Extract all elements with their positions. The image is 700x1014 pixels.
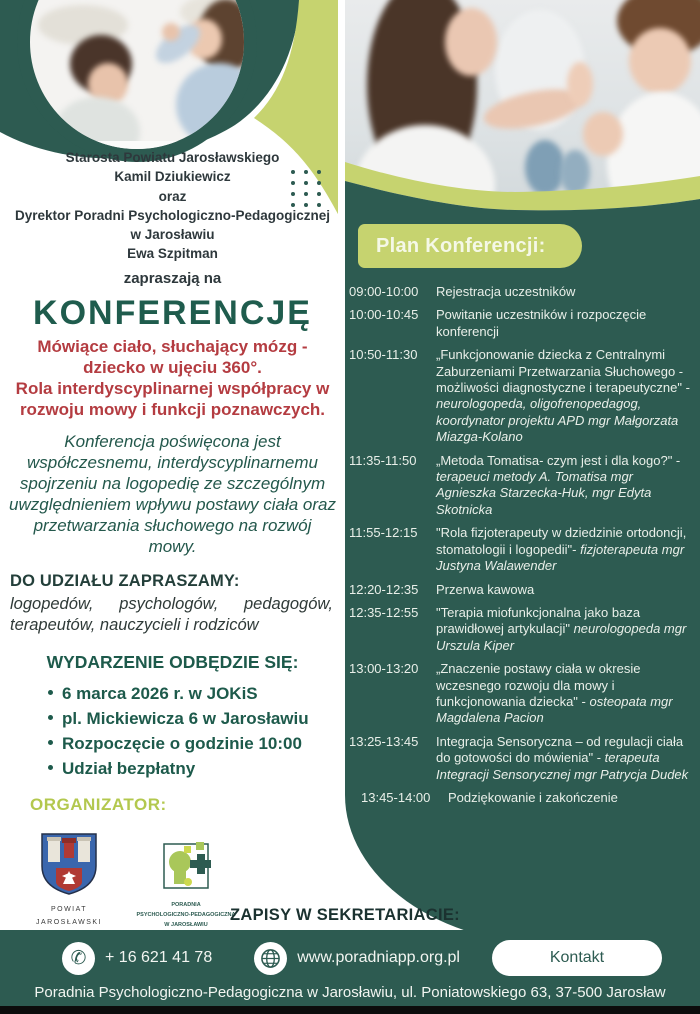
logo-caption-line: JAROSŁAWSKI <box>36 919 103 926</box>
schedule-description <box>436 347 696 445</box>
bullet-icon <box>48 715 53 720</box>
event-details-list <box>48 681 345 781</box>
schedule-time: 11:35-11:50 <box>349 452 417 468</box>
plan-heading-pill <box>358 224 582 268</box>
poradnia-logo <box>134 838 238 929</box>
schedule-text: "Rola fizjoterapeuty w dziedzinie ortodoncji, stomatologii i logopedii"- <box>436 525 687 557</box>
schedule-description <box>448 790 696 806</box>
left-column <box>0 148 345 815</box>
schedule-description <box>436 734 696 783</box>
schedule-text: Integracja Sensoryczna – od regulacji ciała do gotowości do mówienia" - <box>436 733 684 766</box>
invitees-list: logopedów, psychologów, pedagogów, terapeutów, nauczycieli i rodziców <box>10 594 333 634</box>
powiat-jaroslawski-logo <box>36 832 102 927</box>
logo-caption-line: POWIAT <box>50 906 88 913</box>
schedule-description <box>436 582 696 598</box>
event-detail-text: Rozpoczęcie o godzinie 10:00 <box>62 733 302 753</box>
host-line: Starosta Powiatu Jarosławskiego <box>65 150 280 165</box>
logo-caption-line: PSYCHOLOGICZNO-PEDAGOGICZNA <box>136 912 236 918</box>
subtitle-line-1: Mówiące ciało, słuchający mózg - dziecko w ujęciu 360°. <box>37 336 308 377</box>
schedule-time: 13:25-13:45 <box>349 733 419 749</box>
host-line: w Jarosławiu <box>130 227 215 243</box>
footer-bar <box>0 930 700 1006</box>
schedule-description <box>436 525 696 574</box>
phone-icon: ✆ <box>62 942 95 975</box>
schedule-row <box>349 284 696 300</box>
bullet-icon <box>48 690 53 695</box>
logo-caption-line: PORADNIA <box>171 902 201 908</box>
footer-contact-row <box>0 930 700 976</box>
schedule-row <box>349 525 696 574</box>
schedule-time: 12:20-12:35 <box>349 581 419 597</box>
schedule-speaker: terapeuci metody A. Tomatisa mgr Agnieszka Starzecka-Huk, mgr Edyta Skotnicka <box>436 469 652 517</box>
schedule-row <box>349 307 696 340</box>
signup-label: ZAPISY W SEKRETARIACIE: <box>230 906 460 924</box>
invitees-heading: DO UDZIAŁU ZAPRASZAMY: <box>10 571 240 590</box>
schedule-row <box>361 790 696 806</box>
schedule-speaker: terapeuta Integracji Sensorycznej mgr Patrycja Dudek <box>436 750 689 782</box>
schedule-time: 10:50-11:30 <box>349 347 418 363</box>
schedule-row <box>349 582 696 598</box>
contact-button[interactable]: Kontakt <box>492 940 662 976</box>
event-detail-item <box>48 731 345 756</box>
schedule-time: 11:55-12:15 <box>349 525 418 541</box>
schedule-text: „Metoda Tomatisa- czym jest i dla kogo?" - <box>436 452 681 468</box>
bottom-black-bar <box>0 1006 700 1014</box>
subtitle-line-2: Rola interdyscyplinarnej współpracy w rozwoju mowy i funkcji poznawczych. <box>15 378 330 419</box>
schedule-text: "Terapia miofunkcjonalna jako baza prawidłowej artykulacji" <box>436 604 641 637</box>
photo-child-therapy-scene <box>30 0 244 149</box>
schedule-text: „Funkcjonowanie dziecka z Centralnymi Zaburzeniami Przetwarzania Słuchowego - możliwości diagnostyczne i terapeutyczne" - <box>436 347 690 396</box>
photo-child-therapy <box>17 0 257 162</box>
schedule-time: 13:45-14:00 <box>361 789 431 805</box>
curve-band <box>345 0 700 260</box>
schedule-row <box>349 347 696 445</box>
globe-icon <box>254 942 287 975</box>
subtitle-block <box>0 336 345 420</box>
poster-title: KONFERENCJĘ <box>33 293 312 332</box>
schedule-description <box>436 284 696 300</box>
schedule-speaker: fizjoterapeuta mgr Justyna Walawender <box>436 541 685 574</box>
host-line: Kamil Dziukiewicz <box>114 169 231 185</box>
host-line: oraz <box>158 188 187 204</box>
schedule-time: 13:00-13:20 <box>349 661 419 677</box>
phone-number[interactable]: + 16 621 41 78 <box>105 949 213 966</box>
event-detail-item <box>48 756 345 781</box>
event-detail-item <box>48 706 345 731</box>
schedule-text: Przerwa kawowa <box>436 581 535 597</box>
event-heading: WYDARZENIE ODBĘDZIE SIĘ: <box>46 651 299 672</box>
event-detail-text: pl. Mickiewicza 6 w Jarosławiu <box>62 708 309 728</box>
plan-heading: Plan Konferencji: <box>376 234 546 257</box>
schedule-time: 12:35-12:55 <box>349 604 419 620</box>
schedule-description <box>436 605 696 654</box>
schedule-text: Rejestracja uczestników <box>436 284 576 299</box>
schedule-text: „Znaczenie postawy ciała w okresie wczesnego rozwoju dla mowy i funkcjonowania dziecka" - <box>436 661 641 709</box>
bullet-icon <box>48 765 53 770</box>
schedule-time: 10:00-10:45 <box>349 307 419 323</box>
website-url[interactable]: www.poradniapp.org.pl <box>297 949 460 966</box>
schedule-time: 09:00-10:00 <box>349 284 419 299</box>
event-detail-text: Udział bezpłatny <box>62 758 196 778</box>
puzzle-head-icon <box>158 838 214 894</box>
schedule-row <box>349 734 696 783</box>
footer-address: Poradnia Psychologiczno-Pedagogiczna w Jarosławiu, ul. Poniatowskiego 63, 37-500 Jarosław <box>34 984 666 1001</box>
organizer-heading: ORGANIZATOR: <box>30 794 167 814</box>
schedule-speaker: osteopata mgr Magdalena Pacion <box>436 693 673 726</box>
host-line: Ewa Szpitman <box>127 246 218 262</box>
event-detail-text: 6 marca 2026 r. w JOKiS <box>62 683 258 703</box>
schedule-text: Powitanie uczestników i rozpoczęcie konferencji <box>436 307 647 339</box>
schedule-text: Podziękowanie i zakończenie <box>448 789 618 805</box>
host-line: Dyrektor Poradni Psychologiczno-Pedagogicznej <box>14 207 331 223</box>
schedule-row <box>349 453 696 519</box>
therapist-hand <box>162 23 180 41</box>
hosts-block <box>0 148 345 264</box>
schedule-speaker: neurologopeda mgr Urszula Kiper <box>436 621 687 653</box>
schedule-description <box>436 453 696 519</box>
right-panel <box>345 0 700 945</box>
invite-line: zapraszają na <box>123 269 222 287</box>
schedule-speaker: neurologopeda, oligofrenopedagog, koordynator projektu APD mgr Małgorzata Miazga-Kolano <box>436 396 679 445</box>
schedule-description <box>436 661 696 727</box>
bullet-icon <box>48 740 53 745</box>
plan-schedule-list <box>349 284 696 813</box>
website-group <box>254 942 460 975</box>
event-detail-item <box>48 681 345 706</box>
schedule-description <box>436 307 696 340</box>
logo-caption-line: W JAROSŁAWIU <box>164 922 208 928</box>
schedule-row <box>349 605 696 654</box>
coat-of-arms-icon <box>40 832 98 896</box>
conference-description: Konferencja poświęcona jest współczesnemu, interdyscyplinarnemu spojrzeniu na logopedię ze szczególnym uwzględnieniem wpływu postawy ciała oraz przetwarzania słuchowego na rozwój mowy. <box>9 431 336 556</box>
schedule-row <box>349 661 696 727</box>
